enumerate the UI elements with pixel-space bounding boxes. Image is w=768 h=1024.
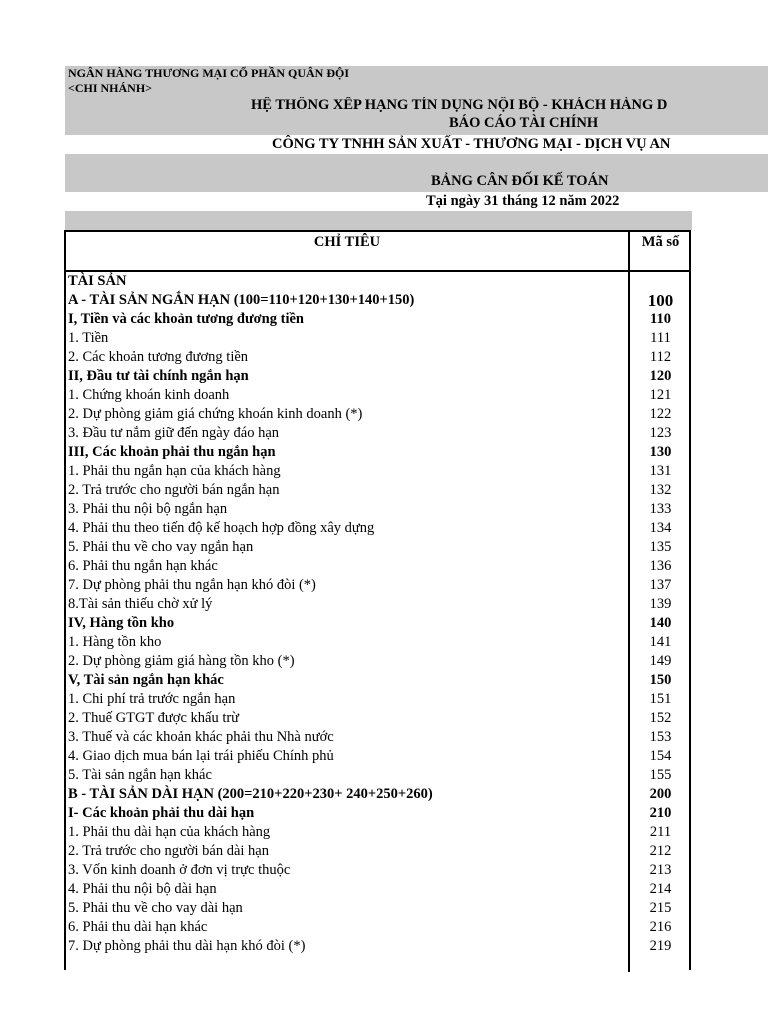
- table-row: [66, 937, 689, 956]
- table-row: [66, 804, 689, 823]
- row-label: 3. Vốn kinh doanh ở đơn vị trực thuộc: [68, 862, 291, 878]
- row-code: 219: [649, 938, 672, 954]
- row-label: 4. Giao dịch mua bán lại trái phiếu Chính phủ: [68, 748, 334, 764]
- row-label: 7. Dự phòng phải thu dài hạn khó đòi (*): [68, 938, 306, 954]
- row-code: 149: [649, 653, 672, 669]
- row-code: 132: [649, 482, 672, 498]
- row-label: 6. Phải thu ngắn hạn khác: [68, 558, 218, 574]
- row-code: 112: [649, 349, 672, 365]
- table-body: [66, 272, 689, 956]
- table-row: [66, 861, 689, 880]
- column-header-indicator: CHỈ TIÊU: [313, 234, 381, 250]
- row-code: 214: [649, 881, 672, 897]
- table-row: [66, 500, 689, 519]
- row-code: 121: [649, 387, 672, 403]
- row-code: 111: [650, 330, 671, 346]
- table-row: [66, 519, 689, 538]
- table-row: [66, 880, 689, 899]
- row-label: IV, Hàng tồn kho: [68, 615, 175, 631]
- row-label: III, Các khoản phải thu ngắn hạn: [68, 444, 276, 460]
- table-row: [66, 595, 689, 614]
- balance-sheet-table: [64, 230, 691, 970]
- row-label: 1. Phải thu dài hạn của khách hàng: [68, 824, 271, 840]
- table-row: [66, 671, 689, 690]
- row-label: 1. Phải thu ngắn hạn của khách hàng: [68, 463, 281, 479]
- row-label: 4. Phải thu theo tiến độ kế hoạch hợp đồng xây dựng: [68, 520, 375, 536]
- row-code: 139: [649, 596, 672, 612]
- table-row: [66, 709, 689, 728]
- row-code: 151: [649, 691, 672, 707]
- row-label: 5. Tài sản ngắn hạn khác: [68, 767, 212, 783]
- row-label: A - TÀI SẢN NGẮN HẠN (100=110+120+130+140+150): [68, 292, 415, 308]
- table-row: [66, 652, 689, 671]
- table-row: [66, 310, 689, 329]
- row-label: 7. Dự phòng phải thu ngắn hạn khó đòi (*): [68, 577, 316, 593]
- table-row: [66, 614, 689, 633]
- title-band: [65, 97, 768, 135]
- table-row: [66, 766, 689, 785]
- row-code: 141: [649, 634, 672, 650]
- row-label: TÀI SẢN: [68, 273, 127, 289]
- table-row: [66, 899, 689, 918]
- row-code: 135: [649, 539, 672, 555]
- row-code: 136: [649, 558, 672, 574]
- row-code: 137: [649, 577, 672, 593]
- table-row: [66, 462, 689, 481]
- row-code: 155: [649, 767, 672, 783]
- row-code: 122: [649, 406, 672, 422]
- row-label: 8.Tài sản thiếu chờ xử lý: [68, 596, 213, 612]
- row-label: V, Tài sản ngắn hạn khác: [68, 672, 224, 688]
- company-band: [65, 135, 768, 154]
- row-code: 215: [649, 900, 672, 916]
- row-label: 5. Phải thu về cho vay dài hạn: [68, 900, 243, 916]
- row-label: 2. Trả trước cho người bán dài hạn: [68, 843, 269, 859]
- table-row: [66, 690, 689, 709]
- row-code: 153: [649, 729, 672, 745]
- row-code: 123: [649, 425, 672, 441]
- row-code: 131: [649, 463, 672, 479]
- row-label: 1. Tiền: [68, 330, 109, 346]
- row-label: 2. Thuế GTGT được khấu trừ: [68, 710, 240, 726]
- row-code: 212: [649, 843, 672, 859]
- table-row: [66, 405, 689, 424]
- row-label: I- Các khoản phải thu dài hạn: [68, 805, 255, 821]
- row-code: 133: [649, 501, 672, 517]
- row-code: 110: [650, 311, 671, 327]
- table-row: [66, 348, 689, 367]
- row-code: 120: [649, 368, 672, 384]
- header-band: [65, 66, 768, 97]
- row-code: 211: [649, 824, 672, 840]
- row-label: 6. Phải thu dài hạn khác: [68, 919, 208, 935]
- row-label: 5. Phải thu về cho vay ngắn hạn: [68, 539, 254, 555]
- sheet-title-band: [65, 154, 768, 192]
- row-label: 1. Hàng tồn kho: [68, 634, 162, 650]
- report-date: Tại ngày 31 tháng 12 năm 2022: [426, 193, 620, 209]
- row-label: 4. Phải thu nội bộ dài hạn: [68, 881, 217, 897]
- row-code: 100: [647, 291, 674, 310]
- row-code: 152: [649, 710, 672, 726]
- table-row: [66, 918, 689, 937]
- table-row: [66, 481, 689, 500]
- table-row: [66, 424, 689, 443]
- table-row: [66, 272, 689, 291]
- sheet-title: BẢNG CÂN ĐỐI KẾ TOÁN: [431, 173, 609, 189]
- table-row: [66, 747, 689, 766]
- row-label: 3. Phải thu nội bộ ngắn hạn: [68, 501, 228, 517]
- bank-name: NGÂN HÀNG THƯƠNG MẠI CỔ PHẦN QUÂN ĐỘI: [68, 66, 349, 80]
- table-row: [66, 443, 689, 462]
- row-code: 154: [649, 748, 672, 764]
- table-row: [66, 386, 689, 405]
- row-label: I, Tiền và các khoản tương đương tiền: [68, 311, 304, 327]
- row-label: 2. Dự phòng giảm giá hàng tồn kho (*): [68, 653, 295, 669]
- table-row: [66, 785, 689, 804]
- row-code: 140: [649, 615, 672, 631]
- row-code: 200: [649, 786, 672, 802]
- row-label: 2. Trả trước cho người bán ngắn hạn: [68, 482, 280, 498]
- row-label: 1. Chứng khoán kinh doanh: [68, 387, 230, 403]
- table-row: [66, 557, 689, 576]
- spacer-band: [65, 211, 692, 230]
- row-code: 134: [649, 520, 672, 536]
- table-header-row: [66, 232, 689, 272]
- table-row: [66, 633, 689, 652]
- row-label: 2. Các khoản tương đương tiền: [68, 349, 249, 365]
- table-row: [66, 842, 689, 861]
- column-header-code: Mã số: [641, 234, 680, 250]
- row-code: 210: [649, 805, 672, 821]
- company-name: CÔNG TY TNHH SẢN XUẤT - THƯƠNG MẠI - DỊCH VỤ AN: [272, 136, 671, 152]
- row-label: 1. Chi phí trả trước ngắn hạn: [68, 691, 236, 707]
- row-code: 213: [649, 862, 672, 878]
- table-row: [66, 538, 689, 557]
- table-row: [66, 823, 689, 842]
- report-title: BÁO CÁO TÀI CHÍNH: [449, 115, 599, 131]
- row-label: II, Đầu tư tài chính ngắn hạn: [68, 368, 249, 384]
- table-row: [66, 367, 689, 386]
- row-code: 150: [649, 672, 672, 688]
- row-code: 130: [649, 444, 672, 460]
- row-label: 3. Đầu tư nắm giữ đến ngày đáo hạn: [68, 425, 280, 441]
- row-code: 216: [649, 919, 672, 935]
- table-row: [66, 728, 689, 747]
- system-title: HỆ THỐNG XẾP HẠNG TÍN DỤNG NỘI BỘ - KHÁCH HÀNG D: [251, 97, 668, 113]
- branch-name: <CHI NHÁNH>: [68, 81, 153, 95]
- table-row: [66, 291, 689, 310]
- table-row: [66, 329, 689, 348]
- row-label: B - TÀI SẢN DÀI HẠN (200=210+220+230+ 240+250+260): [68, 786, 433, 802]
- table-row: [66, 576, 689, 595]
- row-label: 2. Dự phòng giảm giá chứng khoán kinh doanh (*): [68, 406, 363, 422]
- row-label: 3. Thuế và các khoản khác phải thu Nhà nước: [68, 729, 334, 745]
